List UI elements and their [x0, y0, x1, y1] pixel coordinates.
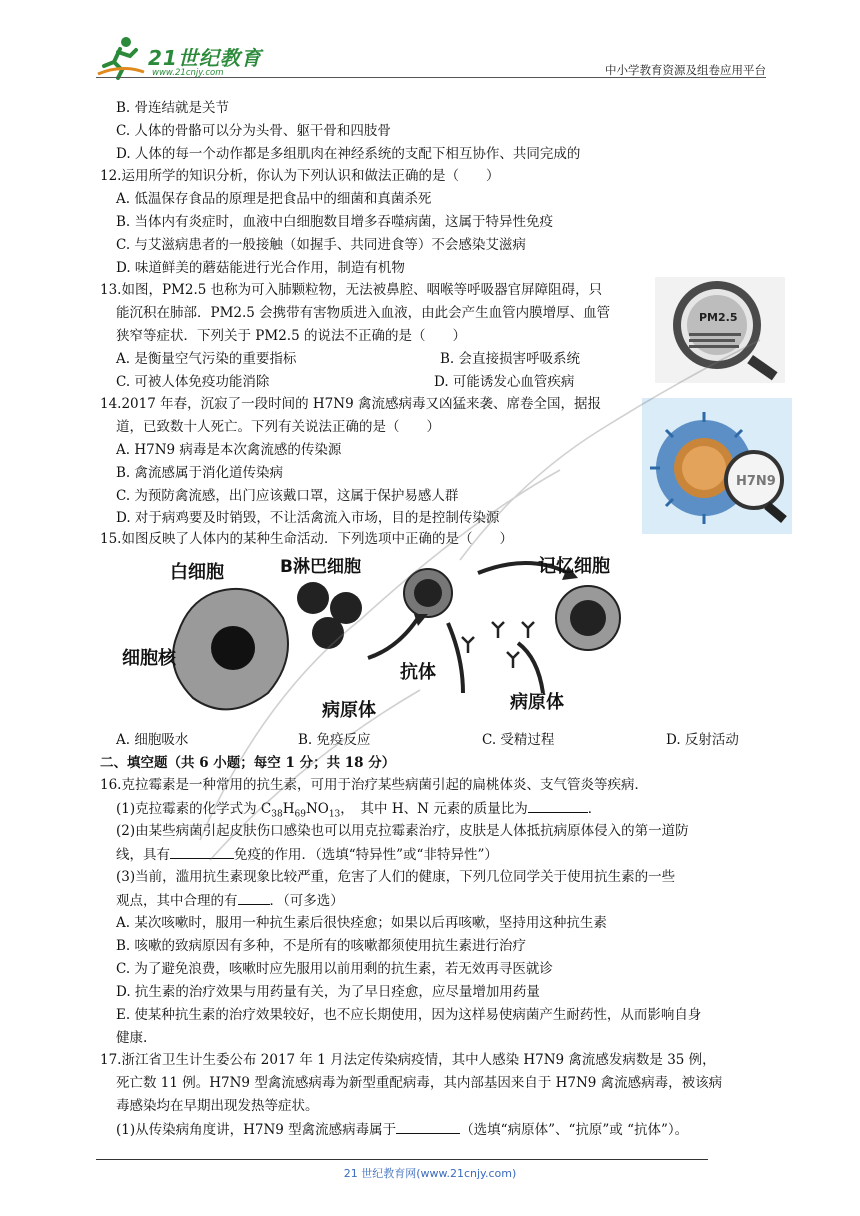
runner-logo-icon	[96, 34, 146, 80]
question-text: 死亡数 11 例。H7N9 型禽流感病毒为新型重配病毒，其内部基因来自于 H7N9 禽流感病毒，被该病	[116, 1075, 723, 1091]
question-13: 13.如图，PM2.5 也称为可入肺颗粒物，无法被鼻腔、咽喉等呼吸器官屏障阻碍，只	[100, 282, 603, 298]
option-line: D. 抗生素的治疗效果与用药量有关，为了早日痊愈，应尽量增加用药量	[116, 984, 540, 1000]
option-line: C. 可被人体免疫功能消除	[116, 374, 270, 390]
option-line: D. 味道鲜美的蘑菇能进行光合作用，制造有机物	[116, 260, 405, 276]
question-17: 17.浙江省卫生计生委公布 2017 年 1 月法定传染病疫情，其中人感染 H7N9 禽流感发病数是 35 例，	[100, 1052, 716, 1068]
immune-diagram	[118, 548, 718, 728]
option-line: C. 为了避免浪费，咳嗽时应先服用以前用剩的抗生素，若无效再寻医就诊	[116, 961, 553, 977]
logo-text: 21世纪教育	[148, 46, 262, 70]
option-line: B. 咳嗽的致病原因有多种，不是所有的咳嗽都须使用抗生素进行治疗	[116, 938, 527, 954]
answer-blank[interactable]	[238, 890, 270, 905]
question-text: 观点，其中合理的有 ．（可多选）	[116, 890, 344, 911]
question-16-part-2: (2)由某些病菌引起皮肤伤口感染也可以用克拉霉素治疗，皮肤是人体抵抗病原体侵入的第一道防	[116, 823, 689, 839]
option-line: B. 禽流感属于消化道传染病	[116, 465, 284, 481]
footer-divider	[96, 1159, 708, 1160]
b-lymphocyte	[404, 569, 452, 617]
question-16-part-1: (1)克拉霉素的化学式为 $C_{38}H_{69}NO_{13}$， 其中 H、N 元素的质量比为 ．	[116, 798, 601, 825]
option-line: B. 会直接损害呼吸系统	[440, 351, 581, 367]
option-line: C. 人体的骨骼可以分为头骨、躯干骨和四肢骨	[116, 123, 391, 139]
answer-blank[interactable]	[170, 844, 234, 859]
memory-cell	[556, 586, 620, 650]
page-header	[96, 30, 766, 80]
site-logo	[96, 34, 296, 80]
option-line: D. 人体的每一个动作都是多组肌肉在神经系统的支配下相互协作、共同完成的	[116, 146, 581, 162]
question-15: 15.如图反映了人体内的某种生命活动．下列选项中正确的是（ ）	[100, 531, 513, 547]
question-16: 16.克拉霉素是一种常用的抗生素，可用于治疗某些病菌引起的扁桃体炎、支气管炎等疾病．	[100, 777, 648, 793]
question-text: 狭窄等症状．下列关于 PM2.5 的说法不正确的是（ ）	[116, 328, 466, 344]
option-line: B. 骨连结就是关节	[116, 100, 230, 116]
question-text: 能沉积在肺部．PM2.5 会携带有害物质进入血液，由此会产生血管内膜增厚、血管	[116, 305, 611, 321]
label-nucleus: 细胞核	[122, 648, 176, 669]
question-14: 14.2017 年春，沉寂了一段时间的 H7N9 禽流感病毒又凶猛来袭、席卷全国，据报	[100, 396, 601, 412]
pm25-image	[655, 277, 785, 383]
option-line: C. 与艾滋病患者的一般接触（如握手、共同进食等）不会感染艾滋病	[116, 237, 526, 253]
option-line: A. 低温保存食品的原理是把食品中的细菌和真菌杀死	[116, 191, 432, 207]
page-footer[interactable]: 21 世纪教育网(www.21cnjy.com)	[343, 1167, 517, 1180]
label-memory-cell: 记忆细胞	[538, 556, 610, 577]
label-pathogen: 病原体	[322, 700, 376, 721]
answer-blank[interactable]	[396, 1119, 460, 1134]
label-b-cell: B淋巴细胞	[280, 557, 361, 577]
question-12: 12.运用所学的知识分析，你认为下列认识和做法正确的是（ ）	[100, 168, 500, 184]
option-line: B. 当体内有炎症时，血液中白细胞数目增多吞噬病菌，这属于特异性免疫	[116, 214, 554, 230]
h7n9-label: H7N9	[736, 474, 776, 489]
label-antibody: 抗体	[400, 662, 436, 683]
logo-url: www.21cnjy.com	[152, 68, 224, 78]
platform-name: 中小学教育资源及组卷应用平台	[605, 63, 766, 77]
option-line: A. 某次咳嗽时，服用一种抗生素后很快痊愈；如果以后再咳嗽，坚持用这种抗生素	[116, 915, 607, 931]
option-line: 健康.	[116, 1030, 148, 1046]
option-line: A. 细胞吸水	[116, 732, 189, 748]
label-white-cell: 白细胞	[170, 562, 224, 583]
header-divider	[96, 77, 766, 78]
question-text: 线，具有 免疫的作用．（选填“特异性”或“非特异性”）	[116, 844, 498, 865]
option-line: A. 是衡量空气污染的重要指标	[116, 351, 297, 367]
h7n9-image	[642, 398, 792, 534]
question-16-part-3: (3)当前，滥用抗生素现象比较严重，危害了人们的健康，下列几位同学关于使用抗生素的一些	[116, 869, 676, 885]
question-text: 道，已致数十人死亡。下列有关说法正确的是（ ）	[116, 419, 440, 435]
pm25-label: PM2.5	[699, 311, 738, 324]
option-line: D. 反射活动	[666, 732, 739, 748]
option-line: D. 对于病鸡要及时销毁，不让活禽流入市场，目的是控制传染源	[116, 510, 500, 526]
question-text: 毒感染均在早期出现发热等症状。	[116, 1098, 319, 1114]
label-pathogen-2: 病原体	[510, 692, 564, 713]
option-line: C. 受精过程	[482, 732, 555, 748]
option-line: B. 免疫反应	[298, 732, 371, 748]
option-line: D. 可能诱发心血管疾病	[434, 374, 575, 390]
option-line: E. 使某种抗生素的治疗效果较好，也不应长期使用，因为这样易使病菌产生耐药性，从而影响自身	[116, 1007, 702, 1023]
option-line: C. 为预防禽流感，出门应该戴口罩，这属于保护易感人群	[116, 488, 459, 504]
question-17-part-1: (1)从传染病角度讲，H7N9 型禽流感病毒属于 （选填“病原体”、“抗原”或 “抗体”）。	[116, 1119, 688, 1140]
section-heading: 二、填空题（共 6 小题；每空 1 分；共 18 分）	[100, 755, 396, 771]
answer-blank[interactable]	[528, 798, 588, 813]
option-line: A. H7N9 病毒是本次禽流感的传染源	[116, 442, 342, 458]
